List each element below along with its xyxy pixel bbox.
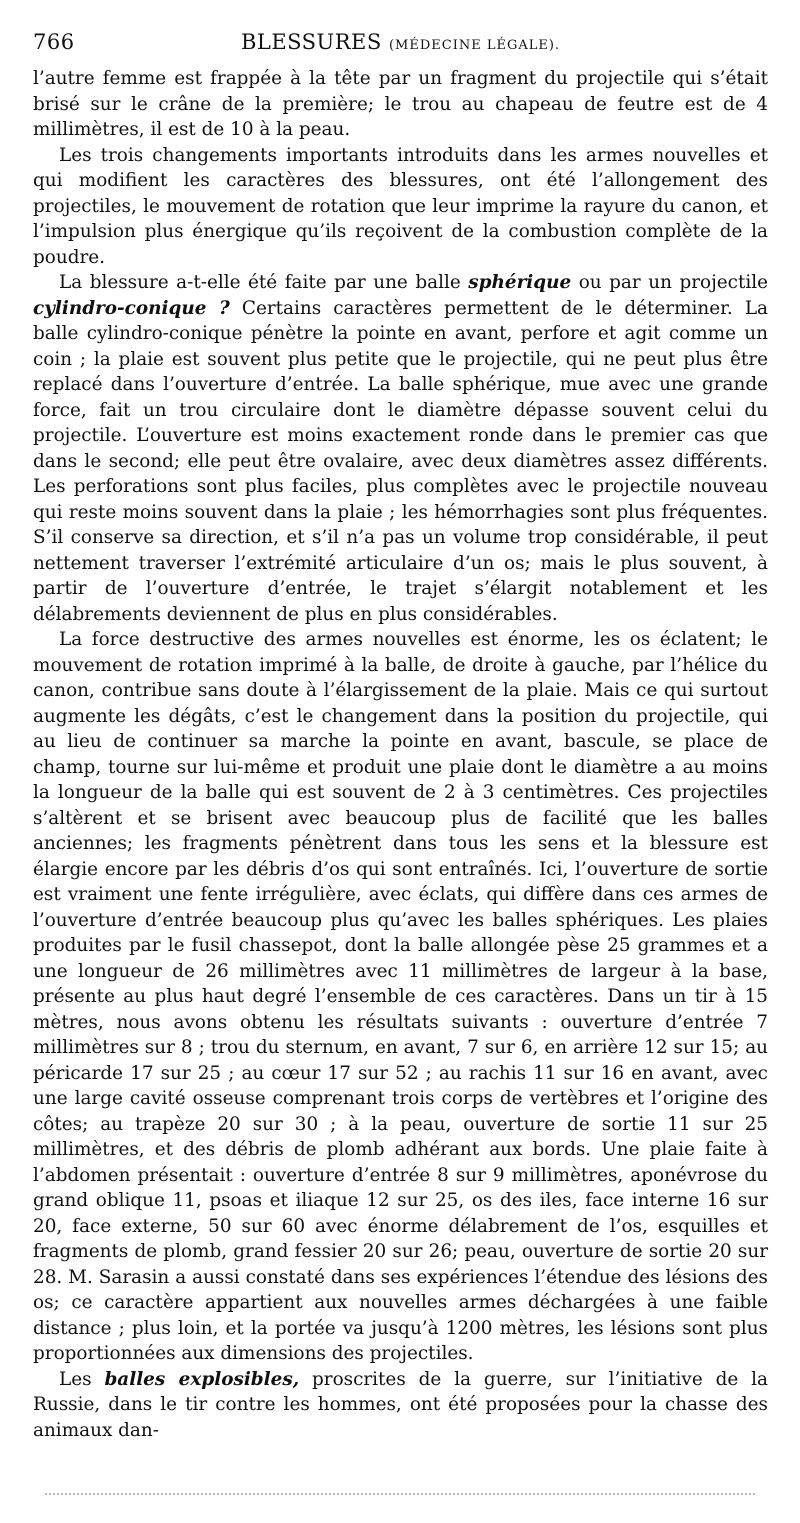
paragraph-destructive-force: La force destructive des armes nouvelles est énorme, les os éclatent; le mouvement de rotation imprimé à la balle, de droite à gauche, par l’hélice du canon, contribue sans doute à l’élargissement de la plaie. Mais ce qui surtout augmente les dégâts, c’est le changement dans la position du projectile, qui au lieu de continuer sa marche la pointe en avant, bascule, se place de champ, tourne sur lui-même et produit une plaie dont le diamètre a au moins la longueur de la balle qui est souvent de 2 à 3 centimètres. Ces projectiles s’altèrent et se brisent avec beaucoup plus de facilité que les balles anciennes; les fragments pénètrent dans tous les sens et la blessure est élargie encore par les débris d’os qui sont entraînés. Ici, l’ouverture de sortie est vraiment une fente irrégulière, avec éclats, qui diffère dans ces armes de l’ouverture d’entrée beaucoup plus qu’avec les balles sphériques. Les plaies produites par le fusil chassepot, dont la balle allongée pèse 25 grammes et a une longueur de 26 millimètres avec 11 millimètres de largeur à la base, présente au plus haut degré l’ensemble de ces caractères. Dans un tir à 15 mètres, nous avons obtenu les résultats suivants : ouverture d’entrée 7 millimètres sur 8 ; trou du sternum, en avant, 7 sur 6, en arrière 12 sur 15; au péricarde 17 sur 25 ; au cœur 17 sur 52 ; au rachis 11 sur 16 en avant, avec une large cavité osseuse comprenant trois corps de vertèbres et l’origine des côtes; au trapèze 20 sur 30 ; à la peau, ouverture de sortie 11 sur 25 millimètres, et des débris de plomb adhérant aux bords. Une plaie faite à l’abdomen présentait : ouverture d’entrée 8 sur 9 millimètres, aponévrose du grand oblique 11, psoas et iliaque 12 sur 25, os des iles, face interne 16 sur 20, face externe, 50 sur 60 avec énorme délabrement de l’os, esquilles et fragments de plomb, grand fessier 20 sur 26; peau, ouverture de sortie 20 sur 28. M. Sarasin a aussi constaté dans ses expériences l’étendue des lésions des os; ce caractère appartient aux nouvelles armes déchargées à une faible distance ; plus loin, et la portée va jusqu’à 1200 mètres, les lésions sont plus proportionnées aux dimensions des projectiles.	[33, 629, 768, 1364]
text-run: ou par un projectile	[571, 272, 769, 293]
italic-term-spherique: sphérique	[468, 272, 572, 293]
text-run: Les	[59, 1368, 105, 1390]
paragraph-continuation: l’autre femme est frappée à la tête par un fragment du projectile qui s’était brisé sur le crâne de la première; le trou au chapeau de feutre est de 4 millimètres, il est de 10 à la peau.	[33, 68, 768, 140]
paragraph-explosive-bullets	[33, 1367, 768, 1444]
paragraph-spherical-vs-conical	[33, 270, 768, 627]
body-text	[33, 66, 768, 1443]
paragraph-weapon-changes: Les trois changements importants introduits dans les armes nouvelles et qui modifient les caractères des blessures, ont été l’allongement des projectiles, le mouvement de rotation que leur imprime la rayure du canon, et l’impulsion plus énergique qu’ils reçoivent de la combustion complète de la poudre.	[33, 144, 768, 268]
running-title-main: BLESSURES	[240, 30, 382, 54]
running-title-subtitle: (MÉDECINE LÉGALE).	[388, 38, 561, 53]
running-title	[33, 30, 768, 54]
running-header	[33, 30, 768, 60]
text-run: La blessure a-t-elle été faite par une balle	[59, 272, 469, 293]
text-run: Certains caractères permettent de le déterminer. La balle cylindro-conique pénètre la pointe en avant, perfore et agit comme un coin ; la plaie est souvent plus petite que le projectile, qui ne peut plus être replacé dans l’ouverture d’entrée. La balle sphérique, mue avec une grande force, fait un trou circulaire dont le diamètre dépasse souvent celui du projectile. L’ouverture est moins exactement ronde dans le premier cas que dans le second; elle peut être ovalaire, avec deux diamètres assez différents. Les perforations sont plus faciles, plus complètes avec le projectile nouveau qui reste moins souvent dans la plaie ; les hémorrhagies sont plus fréquentes. S’il conserve sa direction, et s’il n’a pas un volume trop considérable, il peut nettement traverser l’extrémité articulaire d’un os; mais le plus souvent, à partir de l’ouverture d’entrée, le trajet s’élargit notablement et les délabrements deviennent de plus en plus considérables.	[33, 297, 769, 625]
italic-term-balles-explosibles: balles explosibles,	[104, 1368, 300, 1390]
text-run: proscrites de la guerre, sur l’initiative de la Russie, dans le tir contre les hommes, ont été proposées pour la chasse des animaux dan-	[33, 1368, 768, 1441]
footer-dotted-rule	[45, 1493, 755, 1495]
page-number: 766	[33, 30, 75, 54]
italic-term-cylindro-conique: cylindro-conique ?	[33, 297, 230, 319]
